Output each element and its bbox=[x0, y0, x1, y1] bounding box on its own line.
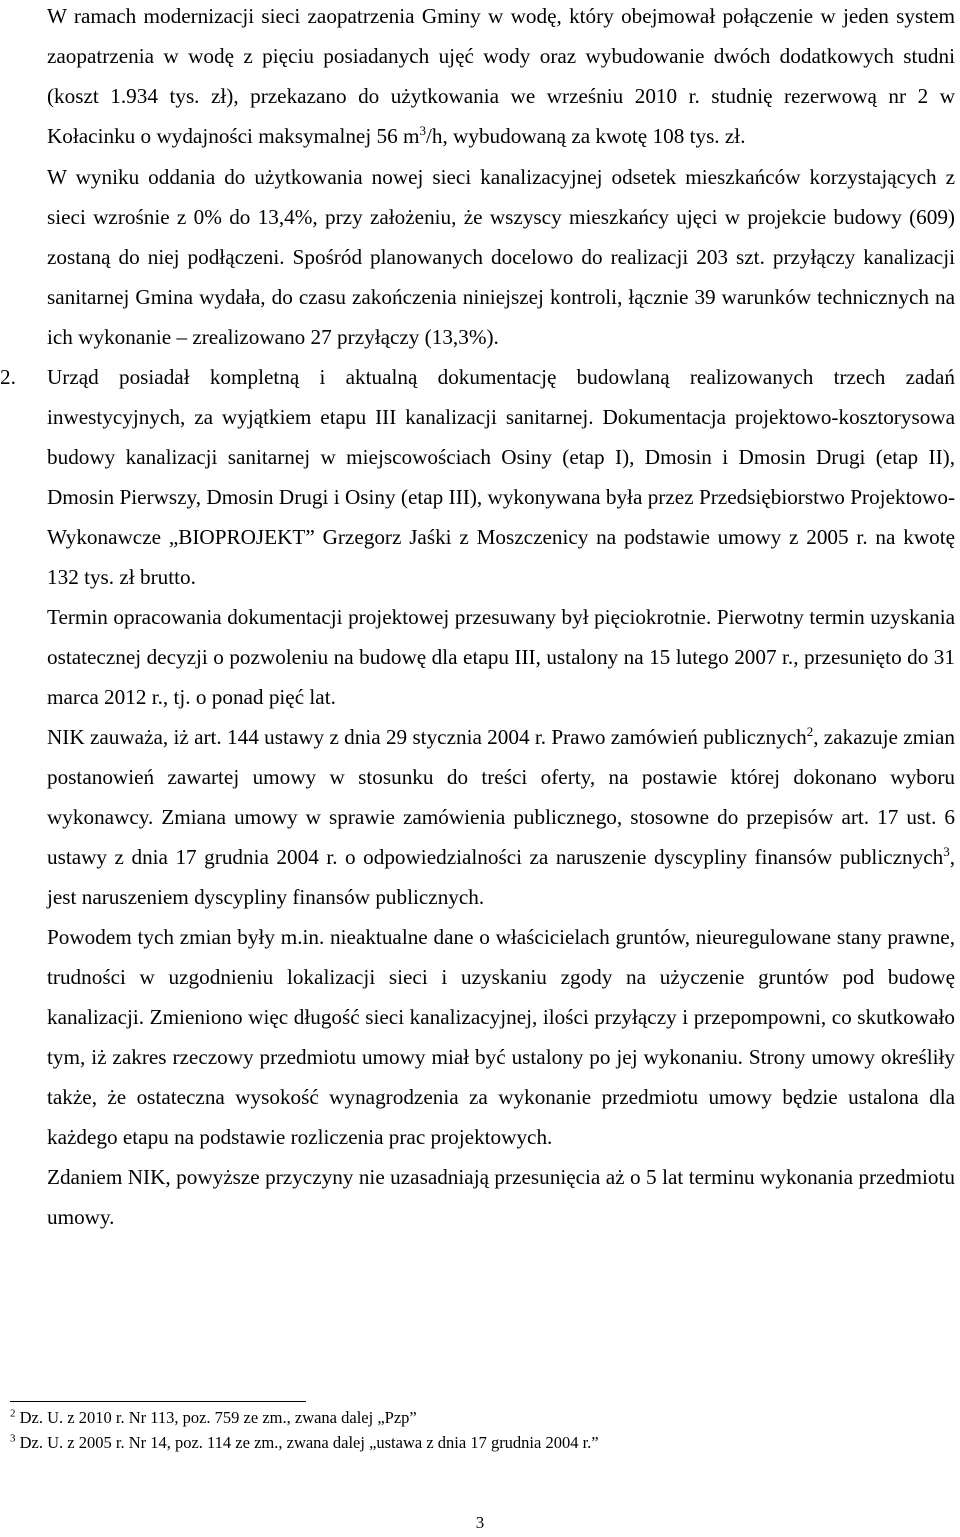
paragraph-nik-notes bbox=[47, 717, 955, 917]
paragraph-text: , jest naruszeniem dyscypliny finansów publicznych. bbox=[47, 845, 955, 909]
paragraph-text: W ramach modernizacji sieci zaopatrzenia Gminy w wodę, który obejmował połączenie w jeden system zaopatrzenia w wodę z pięciu posiadanych ujęć wody oraz wybudowanie dwóch dodatkowych studni (koszt 1.934 tys. zł), przekazano do użytkowania we wrześniu 2010 r. studnię rezerwową nr 2 w Kołacinku o wydajności maksymalnej 56 m bbox=[47, 4, 955, 148]
paragraph-text: NIK zauważa, iż art. 144 ustawy z dnia 29 stycznia 2004 r. Prawo zamówień publicznych bbox=[47, 725, 807, 749]
paragraph-text: , zakazuje zmian postanowień zawartej umowy w stosunku do treści oferty, na postawie której dokonano wyboru wykonawcy. Zmiana umowy w sprawie zamówienia publicznego, stosowne do przepisów art. 17 ust. 6 ustawy z dnia 17 grudnia 2004 r. o odpowiedzialności za naruszenie dyscypliny finansów publicznych bbox=[47, 725, 955, 869]
footnote-3 bbox=[10, 1430, 940, 1455]
footnote-mark: 3 bbox=[10, 1432, 16, 1445]
paragraph-text: Urząd posiadał kompletną i aktualną dokumentację budowlaną realizowanych trzech zadań inwestycyjnych, za wyjątkiem etapu III kanalizacji sanitarnej. Dokumentacja projektowo-kosztorysowa budowy kanalizacji sanitarnej w miejscowościach Osiny (etap I), Dmosin i Dmosin Drugi (etap II), Dmosin Pierwszy, Dmosin Drugi i Osiny (etap III), wykonywana była przez Przedsiębiorstwo Projektowo-Wykonawcze „BIOPROJEKT” Grzegorz Jaśki z Moszczenicy na podstawie umowy z 2005 r. na kwotę 132 tys. zł brutto. bbox=[47, 365, 955, 589]
paragraph-item-2: 2. Urząd posiadał kompletną i aktualną dokumentację budowlaną realizowanych trzech zadań inwestycyjnych, za wyjątkiem etapu III kanalizacji sanitarnej. Dokumentacja projektowo-kosztorysowa budowy kanalizacji sanitarnej w miejscowościach Osiny (etap I), Dmosin i Dmosin Drugi (etap II), Dmosin Pierwszy, Dmosin Drugi i Osiny (etap III), wykonywana była przez Przedsiębiorstwo Projektowo-Wykonawcze „BIOPROJEKT” Grzegorz Jaśki z Moszczenicy na podstawie umowy z 2005 r. na kwotę 132 tys. zł brutto. bbox=[0, 365, 955, 589]
paragraph-reasons bbox=[47, 917, 955, 1157]
footnote-mark: 2 bbox=[10, 1407, 16, 1420]
paragraph-deadline bbox=[47, 597, 955, 717]
paragraph-text: Powodem tych zmian były m.in. nieaktualne dane o właścicielach gruntów, nieuregulowane stany prawne, trudności w uzgodnieniu lokalizacji sieci i uzyskaniu zgody na użyczenie gruntów pod budowę kanalizacji. Zmieniono więc długość sieci kanalizacyjnej, ilości przyłączy i przepompowni, co skutkowało tym, iż zakres rzeczowy przedmiotu umowy miał być ustalony po jej wykonaniu. Strony umowy określiły także, że ostateczna wysokość wynagrodzenia za wykonanie przedmiotu umowy będzie ustalona dla każdego etapu na podstawie rozliczenia prac projektowych. bbox=[47, 925, 955, 1149]
footnote-text: Dz. U. z 2010 r. Nr 113, poz. 759 ze zm., zwana dalej „Pzp” bbox=[15, 1408, 417, 1427]
footnote-reference: 2 bbox=[806, 723, 814, 739]
footnote-reference: 3 bbox=[943, 843, 950, 859]
paragraph-water-supply bbox=[47, 0, 955, 156]
paragraph-text: /h, wybudowaną za kwotę 108 tys. zł. bbox=[425, 124, 746, 148]
paragraph-text: W wyniku oddania do użytkowania nowej sieci kanalizacyjnej odsetek mieszkańców korzystających z sieci wzrośnie z 0% do 13,4%, przy założeniu, że wszyscy mieszkańcy ujęci w projekcie budowy (609) zostaną do niej podłączeni. Spośród planowanych docelowo do realizacji 203 szt. przyłączy kanalizacji sanitarnej Gmina wydała, do czasu zakończenia niniejszej kontroli, łącznie 39 warunków technicznych na ich wykonanie – zrealizowano 27 przyłączy (13,3%). bbox=[47, 165, 955, 349]
footnote-separator bbox=[10, 1401, 306, 1402]
footnotes bbox=[10, 1405, 940, 1455]
footnote-text: Dz. U. z 2005 r. Nr 14, poz. 114 ze zm., zwana dalej „ustawa z dnia 17 grudnia 2004 r.” bbox=[15, 1433, 599, 1452]
footnote-2 bbox=[10, 1405, 940, 1430]
superscript-unit: 3 bbox=[419, 122, 426, 138]
paragraph-text: Termin opracowania dokumentacji projektowej przesuwany był pięciokrotnie. Pierwotny termin uzyskania ostatecznej decyzji o pozwoleniu na budowę dla etapu III, ustalony na 15 lutego 2007 r., przesunięto do 31 marca 2012 r., tj. o ponad pięć lat. bbox=[47, 605, 955, 709]
paragraph-sewage-network bbox=[47, 157, 955, 357]
page-number: 3 bbox=[475, 1513, 485, 1532]
paragraph-nik-opinion bbox=[47, 1157, 955, 1237]
paragraph-text: Zdaniem NIK, powyższe przyczyny nie uzasadniają przesunięcia aż o 5 lat terminu wykonania przedmiotu umowy. bbox=[47, 1165, 955, 1229]
